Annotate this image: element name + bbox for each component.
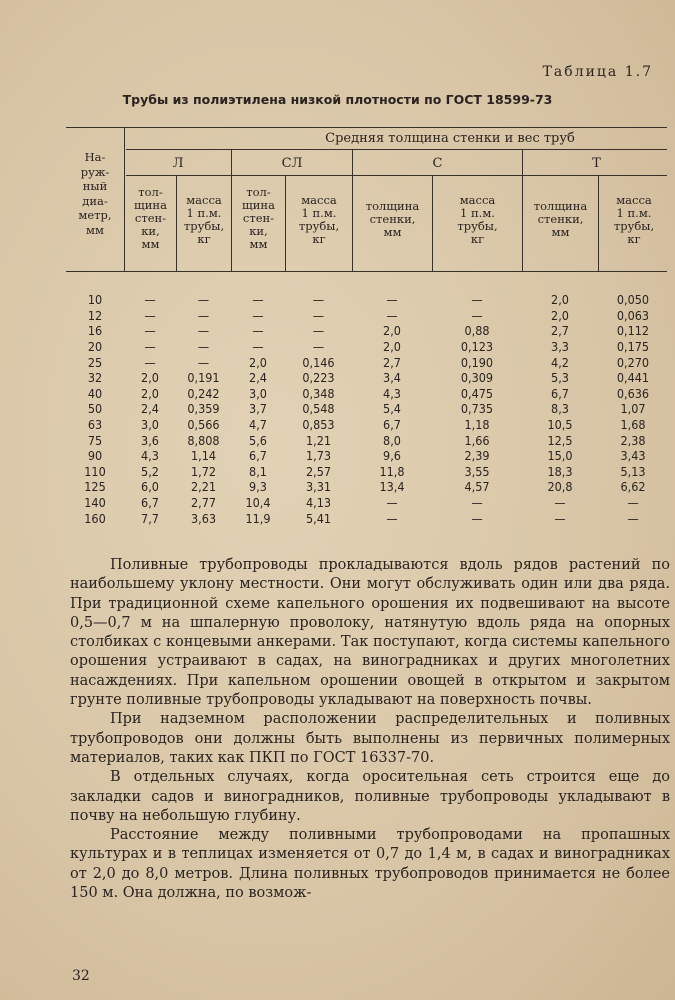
diameter-cell: 12 xyxy=(87,307,103,323)
value-cell: — xyxy=(197,292,210,308)
value-cell: 3,43 xyxy=(620,448,646,464)
value-cell: 1,73 xyxy=(305,448,332,464)
pipe-data-table xyxy=(66,292,668,526)
value-cell: — xyxy=(197,323,210,339)
diameter-cell: 32 xyxy=(87,370,103,386)
table-row xyxy=(66,495,668,511)
value-cell: 4,3 xyxy=(141,448,159,464)
value-cell: 3,0 xyxy=(249,385,267,401)
value-cell: 11,9 xyxy=(245,510,271,526)
value-cell: 0,441 xyxy=(616,370,650,386)
value-cell: 18,3 xyxy=(547,463,573,479)
value-cell: 2,38 xyxy=(620,432,646,448)
paragraph: Расстояние между поливными трубопроводами на пропашных культурах и в теплицах изменяется от 0,7 до 1,4 м, в садах и виноградниках от 2,0 до 8,0 метров. Длина поливных трубопроводов принимается не более 150 м. Она должна, по возмож- xyxy=(70,827,670,902)
header-l-wall: тол- щина стен- ки, мм xyxy=(134,185,167,251)
value-cell: 0,735 xyxy=(460,401,494,417)
value-cell: 0,112 xyxy=(616,323,650,339)
table-row xyxy=(66,464,668,480)
value-cell: 0,146 xyxy=(302,354,335,370)
value-cell: 2,0 xyxy=(141,370,159,386)
value-cell: — xyxy=(627,495,639,511)
value-cell: — xyxy=(386,307,398,323)
table-row xyxy=(66,401,668,417)
value-cell: 4,3 xyxy=(383,385,401,401)
table-number: Таблица 1.7 xyxy=(542,64,653,80)
value-cell: 4,2 xyxy=(551,354,569,370)
table-row xyxy=(66,448,668,464)
value-cell: 0,050 xyxy=(616,292,650,308)
value-cell: 5,2 xyxy=(141,463,159,479)
diameter-cell: 25 xyxy=(87,354,103,370)
table-body xyxy=(66,292,668,526)
page-number: 32 xyxy=(72,968,90,984)
diameter-cell: 140 xyxy=(84,495,106,511)
value-cell: 2,21 xyxy=(190,479,217,495)
value-cell: 5,41 xyxy=(305,510,332,526)
value-cell: 0,190 xyxy=(460,354,494,370)
value-cell: 3,4 xyxy=(383,370,401,386)
value-cell: 0,88 xyxy=(464,323,490,339)
value-cell: 0,175 xyxy=(616,339,650,355)
value-cell: — xyxy=(312,307,325,323)
table-row xyxy=(66,308,668,324)
value-cell: — xyxy=(471,292,483,308)
diameter-cell: 160 xyxy=(84,510,106,526)
value-cell: 0,270 xyxy=(616,354,650,370)
value-cell: 1,18 xyxy=(464,417,490,433)
value-cell: — xyxy=(252,339,264,355)
table-title: Трубы из полиэтилена низкой плотности по ГОСТ 18599-73 xyxy=(122,92,553,107)
value-cell: 9,3 xyxy=(249,479,267,495)
value-cell: — xyxy=(144,307,156,323)
value-cell: — xyxy=(554,495,566,511)
value-cell: 6,7 xyxy=(551,385,569,401)
value-cell: 5,13 xyxy=(620,463,646,479)
value-cell: 0,191 xyxy=(187,370,220,386)
header-sl-mass: масса 1 п.м. трубы, кг xyxy=(298,193,340,246)
value-cell: 8,1 xyxy=(249,463,267,479)
value-cell: 2,0 xyxy=(551,292,569,308)
value-cell: — xyxy=(252,307,264,323)
value-cell: 8,0 xyxy=(383,432,401,448)
header-type-s: С xyxy=(432,156,443,171)
value-cell: 9,6 xyxy=(383,448,401,464)
value-cell: 3,6 xyxy=(141,432,159,448)
header-top-rule xyxy=(66,127,667,128)
value-cell: 8,3 xyxy=(551,401,569,417)
value-cell: — xyxy=(386,292,398,308)
header-l-mass: масса 1 п.м. трубы, кг xyxy=(183,193,225,246)
value-cell: 1,68 xyxy=(620,417,646,433)
value-cell: — xyxy=(312,339,325,355)
value-cell: — xyxy=(312,323,325,339)
value-cell: — xyxy=(144,339,156,355)
header-s-wall: толщина стенки, мм xyxy=(365,199,420,239)
value-cell: 8,808 xyxy=(187,432,220,448)
value-cell: 13,4 xyxy=(379,479,405,495)
table-row xyxy=(66,339,668,355)
header-type-l: Л xyxy=(172,156,184,171)
value-cell: 0,123 xyxy=(460,339,494,355)
header-type-t: Т xyxy=(592,156,601,171)
value-cell: 3,3 xyxy=(551,339,569,355)
value-cell: 0,063 xyxy=(616,307,650,323)
value-cell: 4,13 xyxy=(305,495,332,511)
value-cell: 6,7 xyxy=(383,417,401,433)
table-row xyxy=(66,370,668,386)
value-cell: — xyxy=(386,510,398,526)
header-diameter: На- руж- ный диа- метр, мм xyxy=(78,150,112,237)
value-cell: 6,0 xyxy=(141,479,159,495)
paragraph: Поливные трубопроводы прокладываются вдоль рядов растений по наибольшему уклону местности. Они могут обслуживать один или два ряда. При традиционной схеме капельного орошения их подвешивают на высоте 0,5—0,7 м на шпалерную проволоку, натянутую вдоль ряда на опорных столбиках с концевыми анкерами. Так поступают, когда системы капельного орошения устраивают в садах, на виноградниках и других многолетних насаждениях. При капельном орошении овощей в открытом и закрытом грунте поливные трубопроводы укладывают на поверхность почвы. xyxy=(70,557,670,709)
value-cell: 0,475 xyxy=(460,385,494,401)
value-cell: 2,0 xyxy=(383,339,401,355)
value-cell: 3,7 xyxy=(249,401,267,417)
value-cell: 1,66 xyxy=(464,432,490,448)
value-cell: — xyxy=(471,510,483,526)
value-cell: 2,39 xyxy=(464,448,490,464)
table-row xyxy=(66,432,668,448)
value-cell: 12,5 xyxy=(547,432,573,448)
diameter-cell: 90 xyxy=(87,448,103,464)
value-cell: — xyxy=(252,323,264,339)
value-cell: 6,7 xyxy=(141,495,159,511)
value-cell: 2,0 xyxy=(141,385,159,401)
value-cell: 3,63 xyxy=(190,510,217,526)
header-type-rule xyxy=(126,175,667,176)
value-cell: 1,72 xyxy=(190,463,217,479)
diameter-cell: 20 xyxy=(87,339,103,355)
value-cell: 4,57 xyxy=(464,479,490,495)
paragraph: При надземном расположении распределительных и поливных трубопроводов они должны быть выполнены из первичных полимерных материалов, таких как ПКП по ГОСТ 16337-70. xyxy=(70,711,670,766)
value-cell: 20,8 xyxy=(547,479,573,495)
value-cell: 10,5 xyxy=(547,417,573,433)
table-row xyxy=(66,386,668,402)
header-group: Средняя толщина стенки и вес труб xyxy=(325,131,575,146)
value-cell: 11,8 xyxy=(379,463,405,479)
paragraph: В отдельных случаях, когда оросительная сеть строится еще до закладки садов и виноградников, поливные трубопроводы укладывают в почву на небольшую глубину. xyxy=(70,769,670,824)
value-cell: — xyxy=(471,307,483,323)
value-cell: 10,4 xyxy=(245,495,271,511)
value-cell: 2,57 xyxy=(305,463,332,479)
value-cell: 6,62 xyxy=(620,479,646,495)
header-s-mass: масса 1 п.м. трубы, кг xyxy=(457,193,498,246)
value-cell: 2,77 xyxy=(190,495,217,511)
diameter-cell: 16 xyxy=(87,323,103,339)
header-type-sl: СЛ xyxy=(281,156,303,171)
value-cell: 2,0 xyxy=(551,307,569,323)
value-cell: — xyxy=(471,495,483,511)
header-sl-wall: тол- щина стен- ки, мм xyxy=(242,185,275,251)
value-cell: 2,7 xyxy=(551,323,569,339)
value-cell: 3,0 xyxy=(141,417,159,433)
diameter-cell: 40 xyxy=(87,385,103,401)
table-row xyxy=(66,323,668,339)
diameter-cell: 10 xyxy=(87,292,103,308)
header-t-wall: толщина стенки, мм xyxy=(533,199,588,239)
value-cell: 15,0 xyxy=(547,448,573,464)
value-cell: 4,7 xyxy=(249,417,267,433)
value-cell: — xyxy=(197,339,210,355)
value-cell: — xyxy=(554,510,566,526)
value-cell: 2,4 xyxy=(249,370,267,386)
header-t-mass: масса 1 п.м. трубы, кг xyxy=(613,193,655,246)
value-cell: 0,853 xyxy=(302,417,335,433)
value-cell: 1,21 xyxy=(305,432,332,448)
table-row xyxy=(66,292,668,308)
value-cell: — xyxy=(312,292,325,308)
value-cell: 0,348 xyxy=(302,385,335,401)
value-cell: 7,7 xyxy=(141,510,159,526)
value-cell: 2,0 xyxy=(249,354,267,370)
value-cell: 5,4 xyxy=(383,401,401,417)
value-cell: — xyxy=(386,495,398,511)
diameter-cell: 75 xyxy=(87,432,103,448)
value-cell: — xyxy=(144,354,156,370)
value-cell: 6,7 xyxy=(249,448,267,464)
value-cell: 5,6 xyxy=(249,432,267,448)
value-cell: — xyxy=(144,292,156,308)
value-cell: — xyxy=(144,323,156,339)
diameter-cell: 125 xyxy=(84,479,106,495)
value-cell: 2,0 xyxy=(383,323,401,339)
value-cell: 1,07 xyxy=(620,401,646,417)
value-cell: 2,7 xyxy=(383,354,401,370)
value-cell: 1,14 xyxy=(190,448,217,464)
diameter-cell: 110 xyxy=(84,463,106,479)
table-row xyxy=(66,479,668,495)
value-cell: 0,223 xyxy=(302,370,335,386)
value-cell: 3,31 xyxy=(305,479,332,495)
value-cell: 0,636 xyxy=(616,385,650,401)
header-group-rule xyxy=(126,149,667,150)
value-cell: — xyxy=(197,307,210,323)
value-cell: 0,242 xyxy=(187,385,220,401)
table-row xyxy=(66,510,668,526)
diameter-cell: 63 xyxy=(87,417,103,433)
table-row xyxy=(66,417,668,433)
value-cell: — xyxy=(627,510,639,526)
value-cell: — xyxy=(252,292,264,308)
value-cell: 2,4 xyxy=(141,401,159,417)
diameter-cell: 50 xyxy=(87,401,103,417)
value-cell: 0,309 xyxy=(460,370,494,386)
value-cell: 3,55 xyxy=(464,463,490,479)
value-cell: 0,548 xyxy=(302,401,335,417)
table-row xyxy=(66,354,668,370)
value-cell: 5,3 xyxy=(551,370,569,386)
value-cell: — xyxy=(197,354,210,370)
value-cell: 0,566 xyxy=(187,417,220,433)
header-bottom-rule xyxy=(66,271,667,272)
body-text xyxy=(70,556,670,903)
value-cell: 0,359 xyxy=(187,401,220,417)
